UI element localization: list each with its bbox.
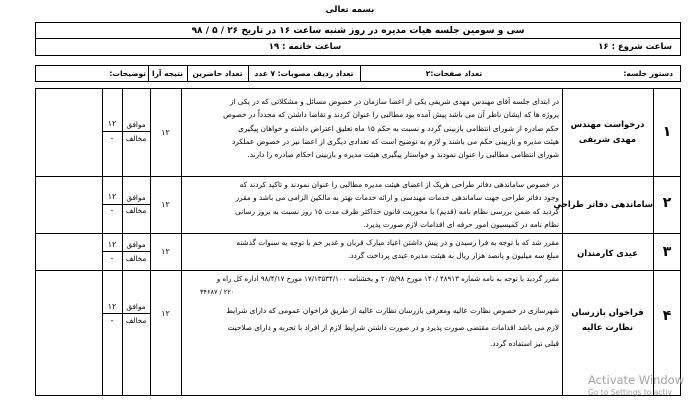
- info-divider: [248, 65, 249, 82]
- header-divider: [35, 38, 681, 39]
- vote-divider: [102, 251, 150, 252]
- start-time: ساعت شروع : ۱۶: [598, 42, 672, 52]
- attendees-label: تعداد حاضرین: [192, 69, 243, 78]
- attendees-count: ۱۲: [161, 128, 170, 137]
- agenda-label: دستور جلسه:: [623, 69, 673, 78]
- pages-label: تعداد صفحات:۲: [425, 69, 483, 78]
- row-text: شهرسازی در خصوص نظارت عالیه ومعرفی بازرسان نظارت عالیه از طریق فراخوان عمومی که دارای شرایط لازم می باشد اقدامات مقتضی صورت پذیرد و در صورت داشتن شرایط لازم از افراد با تجربه و دارای صلاحیت قبلی نیز استفاده گردد.: [226, 306, 559, 348]
- vote-divider: [102, 131, 150, 132]
- col-divider: [181, 88, 182, 396]
- vote-divider: [102, 204, 150, 205]
- oppose-label: مخالف: [125, 254, 147, 263]
- row-text-reference: ۲۲۰ / ۳۴۶۸۷: [200, 288, 235, 296]
- resolutions-label: تعداد ردیف مصوبات: ۷ عدد: [254, 69, 354, 78]
- row-subject: فراخوان بازرسان نظارت عالیه: [571, 307, 644, 332]
- oppose-count: -: [110, 134, 114, 143]
- oppose-count: -: [110, 206, 114, 215]
- agree-count: ۱۲: [107, 302, 117, 311]
- row-text: مقرر شد که با توجه به فرا رسیدن و در پیش داشتن اعیاد مبارک قربان و غدیر خم با توجه به سنوات گذشته مبلغ سه میلیون و پانصد هزار ریال به هیئت مدیره عیدی پرداخت گردد.: [236, 238, 559, 261]
- activation-watermark: [588, 373, 700, 397]
- oppose-label: مخالف: [125, 206, 147, 215]
- row-subject: درخواست مهندس مهدی شریفی: [570, 119, 645, 144]
- oppose-label: مخالف: [125, 316, 147, 325]
- row-subject: ساماندهی دفاتر طراحی: [553, 199, 653, 209]
- row-number: ۱: [662, 124, 672, 140]
- agree-label: موافق: [126, 302, 146, 311]
- basmala: بسمه تعالی: [325, 5, 375, 15]
- row-subject: عیدی کارمندان: [577, 248, 638, 258]
- vote-result-label: نتیجه آرا: [152, 69, 183, 78]
- row-divider: [35, 270, 681, 271]
- oppose-count: -: [110, 254, 114, 263]
- notes-label: توضیحات:: [109, 69, 146, 78]
- vote-divider: [102, 313, 150, 314]
- row-text: مقرر گردید با توجه به نامه شماره ۴۸۹۱۳ /۱۴۰ مورخ ۲۰/۵/۹۸ و بخشنامه ۱۷/۱۳۵۳۴/۱۰۰ مورخ ۹۸/۴/۱۷ اداره کل راه و: [216, 275, 559, 283]
- row-text: در ابتدای جلسه آقای مهندس مهدی شریفی یکی از اعضا سازمان در خصوص مسائل و مشکلاتی که در یکی از پروژه ها که ایشان ناظر آن می باشد پیش آمده بود مطالبی را عنوان کردند و تقاضا داشتن که مجدداً در خصوص حکم صادره از شورای انتظامی بازبینی گردد و نسبت به حکم ۱۵ ماه تعلیق اعتراض داشته و خواهان پیگیری هیئت مدیره و بازبینی حکم می باشند و لازم به توضیح است که تعدادی دیگری از اعضا نیز در خصوص عملکرد شورای انتظامی مطالبی را عنوان نمودند و خواستار پیگیری هیئت مدیره و بازبینی احکام صادره را دارند.: [223, 97, 559, 160]
- end-time: ساعت خاتمه : ۱۹: [268, 42, 342, 52]
- row-number: ۳: [662, 244, 672, 260]
- watermark-title: Activate Window: [588, 373, 685, 387]
- attendees-count: ۱۲: [161, 200, 170, 209]
- agree-label: موافق: [126, 193, 146, 202]
- row-number: ۴: [662, 308, 672, 324]
- agree-count: ۱۲: [107, 192, 117, 201]
- attendees-count: ۱۲: [161, 247, 170, 256]
- oppose-count: -: [110, 316, 114, 325]
- row-text: در خصوص ساماندهی دفاتر طراحی هریک از اعضای هیئت مدیره مطالبی را عنوان نمودند و تاکید کردند که وجود دفاتر طراحی جهت ساماندهی خدمات مهندسی و ارائه خدمات بهتر به مالکین الزامی می باشد و مقرر گردید که ضمن بررسی نظام نامه (قدیم) با محوریت قانون حداکثر ظرف مدت ۱۵ روز نسبت به بروز رسانی نظام نامه در کمیسیون امور حرفه ای اقدامات لازم صورت پذیرد.: [235, 180, 559, 229]
- agree-count: ۱۲: [107, 240, 117, 249]
- oppose-label: مخالف: [125, 134, 147, 143]
- row-number: ۲: [662, 195, 672, 211]
- row-divider: [35, 176, 681, 177]
- watermark-subtitle: Go to Settings to activ: [588, 388, 672, 397]
- row-divider: [35, 233, 681, 234]
- agree-label: موافق: [126, 240, 146, 249]
- page-title: سی و سومین جلسه هیات مدیره در روز شنبه ساعت ۱۶ در تاریخ ۲۶ / ۵ / ۹۸: [191, 26, 525, 36]
- agree-count: ۱۲: [107, 119, 117, 128]
- agree-label: موافق: [126, 120, 146, 129]
- attendees-count: ۱۲: [161, 309, 170, 318]
